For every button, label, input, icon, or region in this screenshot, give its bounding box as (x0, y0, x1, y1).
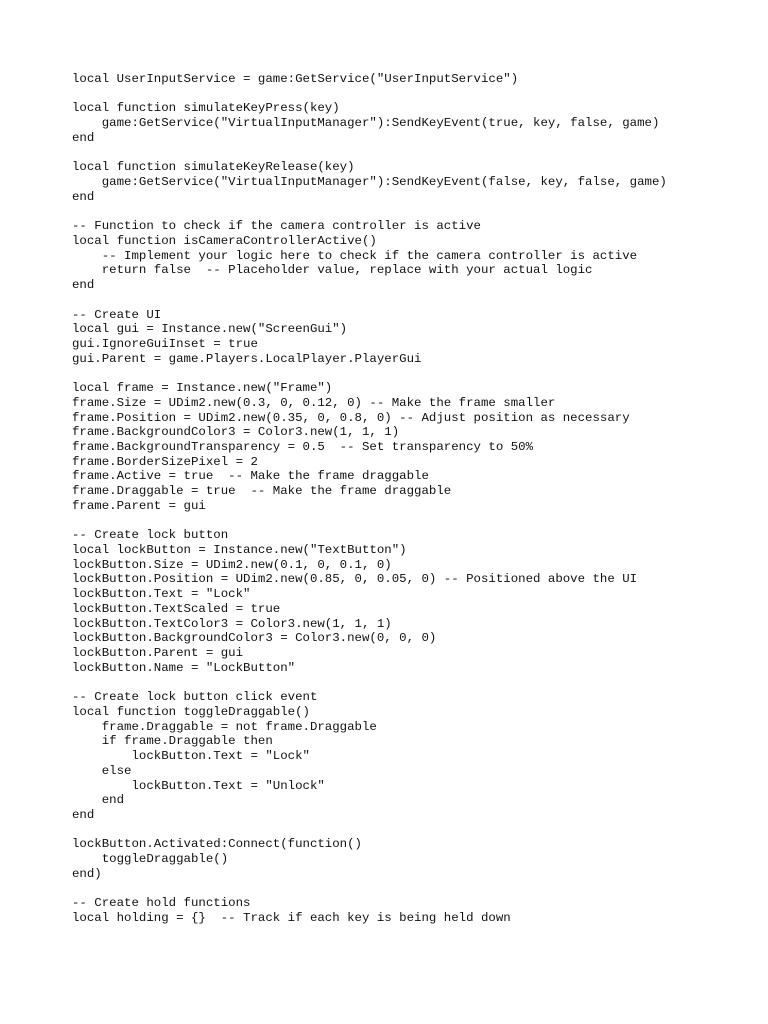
code-line: -- Create hold functions (72, 896, 251, 911)
code-line: local function simulateKeyRelease(key) (72, 160, 355, 175)
code-line (72, 293, 667, 308)
code-line: -- Function to check if the camera controller is active (72, 219, 481, 234)
code-line: frame.Draggable = true -- Make the frame draggable (72, 484, 452, 499)
code-line: gui.IgnoreGuiInset = true (72, 336, 258, 351)
code-line (72, 204, 667, 219)
code-line (72, 675, 667, 690)
code-line: local lockButton = Instance.new("TextButton") (72, 543, 407, 557)
code-line: -- Create lock button (72, 528, 229, 543)
code-line: local holding = {} -- Track if each key is being held down (72, 910, 511, 925)
code-line: gui.Parent = game.Players.LocalPlayer.PlayerGui (72, 351, 422, 366)
code-line: lockButton.Text = "Lock" (72, 587, 251, 602)
code-block (72, 72, 667, 926)
code-line: -- Implement your logic here to check if the camera controller is active (72, 248, 638, 263)
code-line: local UserInputService = game:GetService("UserInputService") (72, 72, 519, 86)
code-line (72, 146, 667, 161)
code-line: frame.BackgroundTransparency = 0.5 -- Set transparency to 50% (72, 439, 534, 454)
code-line: game:GetService("VirtualInputManager"):SendKeyEvent(true, key, false, game) (72, 116, 660, 131)
code-line: frame.BackgroundColor3 = Color3.new(1, 1, 1) (72, 425, 400, 440)
code-line: lockButton.Size = UDim2.new(0.1, 0, 0.1, 0) (72, 557, 392, 572)
code-line: return false -- Placeholder value, replace with your actual logic (72, 263, 593, 278)
code-line: frame.Draggable = not frame.Draggable (72, 719, 377, 734)
code-line: local function simulateKeyPress(key) (72, 101, 340, 116)
code-line: end (72, 278, 95, 293)
code-line: local function isCameraControllerActive() (72, 233, 377, 248)
code-line: lockButton.Name = "LockButton" (72, 660, 296, 675)
code-line: frame.Parent = gui (72, 498, 206, 513)
code-line: frame.Position = UDim2.new(0.35, 0, 0.8, 0) -- Adjust position as necessary (72, 410, 630, 425)
code-line: end (72, 189, 95, 204)
code-line: end (72, 130, 95, 145)
code-line: lockButton.Text = "Lock" (72, 749, 310, 764)
code-line: lockButton.Activated:Connect(function() (72, 837, 362, 852)
code-line (72, 514, 667, 529)
code-line: else (72, 763, 132, 778)
code-line: local function toggleDraggable() (72, 704, 310, 719)
code-line: lockButton.TextColor3 = Color3.new(1, 1, 1) (72, 616, 392, 631)
code-line: lockButton.Parent = gui (72, 646, 244, 661)
code-line: end) (72, 866, 102, 881)
code-line: -- Create UI (72, 307, 162, 322)
code-line (72, 823, 667, 838)
code-line: frame.Size = UDim2.new(0.3, 0, 0.12, 0) -- Make the frame smaller (72, 395, 556, 410)
code-line: -- Create lock button click event (72, 690, 318, 705)
code-line: toggleDraggable() (72, 852, 229, 867)
code-line: lockButton.Text = "Unlock" (72, 778, 325, 793)
code-line: game:GetService("VirtualInputManager"):SendKeyEvent(false, key, false, game) (72, 175, 667, 190)
code-line: end (72, 793, 125, 808)
code-line: lockButton.TextScaled = true (72, 601, 281, 616)
code-line (72, 366, 667, 381)
code-line (72, 87, 667, 102)
code-line: local gui = Instance.new("ScreenGui") (72, 322, 348, 337)
code-line: local frame = Instance.new("Frame") (72, 381, 333, 396)
code-line (72, 882, 667, 897)
code-line: lockButton.Position = UDim2.new(0.85, 0, 0.05, 0) -- Positioned above the UI (72, 572, 638, 587)
code-line: if frame.Draggable then (72, 734, 273, 749)
code-line: frame.BorderSizePixel = 2 (72, 454, 258, 469)
code-line: lockButton.BackgroundColor3 = Color3.new(0, 0, 0) (72, 631, 437, 646)
code-line: frame.Active = true -- Make the frame draggable (72, 469, 429, 484)
code-line: end (72, 807, 95, 822)
